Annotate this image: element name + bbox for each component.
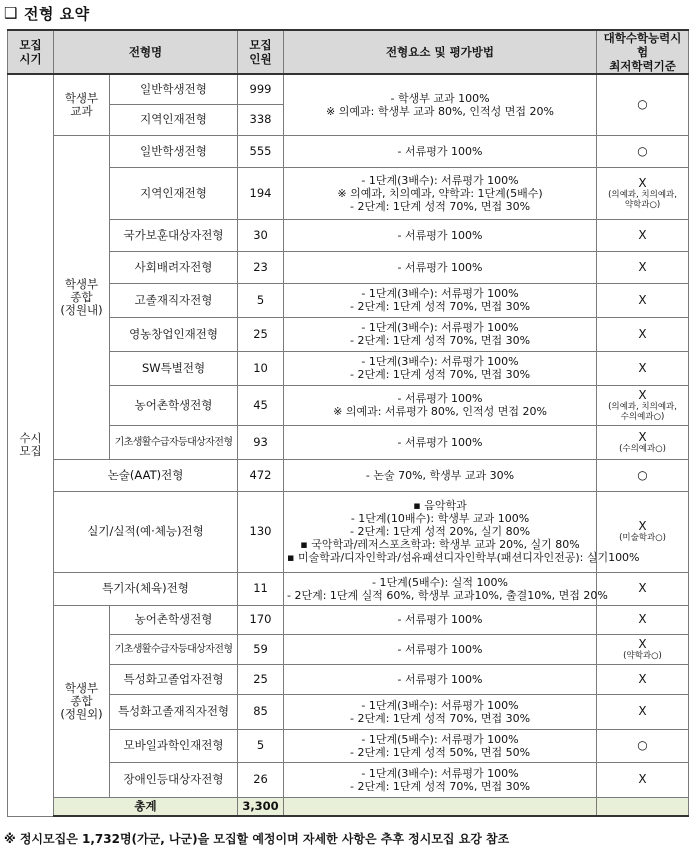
section-title-text: 전형 요약	[23, 4, 90, 23]
table-row	[8, 605, 689, 634]
x-mark: X	[638, 636, 647, 651]
track-quota: 45	[238, 385, 284, 425]
track-method	[284, 135, 597, 167]
method-line: - 2단계: 1단계 성적 70%, 면접 30%	[349, 779, 531, 793]
track-method	[284, 425, 597, 459]
method-line: - 2단계: 1단계 성적 70%, 면접 30%	[349, 711, 531, 725]
track-quota: 93	[238, 425, 284, 459]
x-mark: X	[638, 227, 647, 242]
method-line: - 1단계(3배수): 서류평가 100%	[361, 766, 519, 780]
track-name: 장애인등대상자전형	[110, 762, 238, 797]
method-line: ▪ 미술학과/디자인학과/섬유패션디자인학부(패션디자인전공): 실기100%	[287, 551, 640, 564]
track-name: 영농창업인재전형	[110, 317, 238, 351]
method-line: - 1단계(3배수): 서류평가 100%	[361, 698, 519, 712]
method-line: - 학생부 교과 100%	[390, 91, 490, 105]
circle-mark: ○	[637, 467, 648, 482]
track-method	[284, 762, 597, 797]
table-row	[8, 317, 689, 351]
header-minimum: 대학수학능력시험 최저학력기준	[597, 30, 689, 74]
method-line: - 2단계: 1단계 실적 60%, 학생부 교과10%, 출결10%, 면접 20%	[287, 588, 608, 602]
track-quota: 11	[238, 572, 284, 605]
track-minimum	[597, 634, 689, 664]
header-quota: 모집 인원	[238, 30, 284, 74]
header-method: 전형요소 및 평가방법	[284, 30, 597, 74]
table-row	[8, 491, 689, 572]
table-row	[8, 135, 689, 167]
admission-summary-table	[7, 29, 689, 817]
x-mark: X	[638, 429, 647, 444]
track-quota: 25	[238, 317, 284, 351]
track-name: 고졸재직자전형	[110, 283, 238, 317]
track-quota: 338	[238, 104, 284, 135]
track-method	[284, 219, 597, 251]
track-quota: 472	[238, 459, 284, 491]
table-row	[8, 219, 689, 251]
x-mark: X	[638, 704, 647, 718]
track-name: 농어촌학생전형	[110, 605, 238, 634]
group-cell-jonghap-in: 학생부 종합 (정원내)	[54, 135, 110, 459]
track-minimum	[597, 459, 689, 491]
track-minimum	[597, 605, 689, 634]
track-method	[284, 664, 597, 694]
track-minimum	[597, 317, 689, 351]
method-line: - 2단계: 1단계 성적 70%, 면접 30%	[349, 199, 531, 213]
track-name: SW특별전형	[110, 351, 238, 385]
track-method	[284, 729, 597, 762]
track-name: 지역인재전형	[110, 104, 238, 135]
method-line: ▪ 국악학과/레저스포츠학과: 학생부 교과 20%, 실기 80%	[300, 538, 580, 551]
track-minimum	[597, 251, 689, 283]
table-row	[8, 351, 689, 385]
table-row	[8, 251, 689, 283]
track-minimum	[597, 572, 689, 605]
track-minimum	[597, 385, 689, 425]
circle-mark: ○	[637, 143, 648, 158]
circle-mark: ○	[637, 738, 648, 752]
table-row	[8, 762, 689, 797]
table-row	[8, 167, 689, 219]
track-method	[284, 351, 597, 385]
track-name: 농어촌학생전형	[110, 385, 238, 425]
circle-mark: ○	[637, 97, 648, 112]
group-cell-gyogwa: 학생부 교과	[54, 74, 110, 135]
total-label: 총계	[54, 797, 238, 816]
track-method	[284, 167, 597, 219]
track-quota: 30	[238, 219, 284, 251]
track-quota: 26	[238, 762, 284, 797]
header-name: 전형명	[54, 30, 238, 74]
track-minimum	[597, 762, 689, 797]
track-method	[284, 605, 597, 634]
method-line: - 서류평가 100%	[397, 144, 483, 158]
track-name: 기초생활수급자등대상자전형	[110, 634, 238, 664]
checkbox-square-icon: ❑	[4, 4, 18, 22]
method-line: - 서류평가 100%	[397, 260, 483, 274]
track-quota: 23	[238, 251, 284, 283]
minimum-exception: (의예과, 치의예과, 약학과○)	[608, 189, 677, 210]
method-line: - 서류평가 100%	[397, 613, 483, 626]
track-method	[284, 491, 640, 572]
track-quota: 5	[238, 729, 284, 762]
method-line: - 1단계(5배수): 서류평가 100%	[361, 732, 519, 746]
header-period: 모집 시기	[8, 30, 54, 74]
minimum-exception: (의예과, 치의예과, 수의예과○)	[608, 401, 677, 422]
track-name: 특성화고졸재직자전형	[110, 694, 238, 729]
period-cell: 수시 모집	[8, 74, 54, 816]
total-minimum-empty	[597, 797, 689, 816]
track-quota: 194	[238, 167, 284, 219]
table-row	[8, 572, 689, 605]
track-name: 지역인재전형	[110, 167, 238, 219]
track-method	[284, 459, 597, 491]
track-minimum	[597, 425, 689, 459]
method-line: - 2단계: 1단계 성적 50%, 면접 50%	[349, 745, 531, 759]
table-row	[8, 385, 689, 425]
track-minimum	[597, 135, 689, 167]
table-row	[8, 425, 689, 459]
method-line: ※ 의예과: 서류평가 80%, 인적성 면접 20%	[333, 405, 547, 418]
track-minimum	[597, 694, 689, 729]
table-row	[8, 74, 689, 104]
method-line: - 서류평가 100%	[397, 435, 483, 449]
method-line: - 2단계: 1단계 성적 70%, 면접 30%	[349, 300, 531, 313]
method-line: - 논술 70%, 학생부 교과 30%	[365, 468, 515, 482]
method-line: - 서류평가 100%	[397, 642, 483, 656]
section-title	[4, 2, 90, 24]
track-minimum	[597, 729, 689, 762]
table-row	[8, 283, 689, 317]
track-quota: 5	[238, 283, 284, 317]
method-line: - 2단계: 1단계 성적 70%, 면접 30%	[349, 334, 531, 347]
track-name: 특기자(체육)전형	[54, 572, 238, 605]
track-minimum	[597, 351, 689, 385]
method-line: - 1단계(10배수): 학생부 교과 100%	[350, 512, 530, 525]
method-line: - 1단계(5배수): 실적 100%	[372, 575, 508, 589]
header-row	[8, 30, 689, 74]
method-line: - 서류평가 100%	[397, 672, 483, 686]
track-quota: 555	[238, 135, 284, 167]
track-minimum	[597, 664, 689, 694]
track-name: 실기/실적(예·체능)전형	[54, 491, 238, 572]
x-mark: X	[638, 259, 647, 274]
track-name: 국가보훈대상자전형	[110, 219, 238, 251]
total-method-empty	[284, 797, 597, 816]
x-mark: X	[638, 772, 647, 786]
track-method	[284, 74, 597, 135]
table-row	[8, 694, 689, 729]
group-cell-jonghap-out: 학생부 종합 (정원외)	[54, 605, 110, 797]
track-quota: 59	[238, 634, 284, 664]
track-name: 논술(AAT)전형	[54, 459, 238, 491]
x-mark: X	[638, 581, 647, 595]
method-line: - 서류평가 100%	[397, 392, 483, 405]
minimum-exception: (수의예과○)	[619, 443, 666, 454]
x-mark: X	[638, 175, 647, 190]
method-line: - 1단계(3배수): 서류평가 100%	[361, 355, 519, 368]
method-line: - 1단계(3배수): 서류평가 100%	[361, 173, 519, 187]
track-quota: 999	[238, 74, 284, 104]
track-method	[284, 572, 608, 605]
method-line: - 1단계(3배수): 서류평가 100%	[361, 287, 519, 300]
track-minimum	[597, 219, 689, 251]
track-name: 기초생활수급자등대상자전형	[110, 425, 238, 459]
track-method	[284, 317, 597, 351]
track-quota: 85	[238, 694, 284, 729]
track-method	[284, 694, 597, 729]
table-row	[8, 664, 689, 694]
track-minimum	[597, 74, 689, 135]
track-name: 일반학생전형	[110, 74, 238, 104]
total-quota: 3,300	[238, 797, 284, 816]
footnote: ※ 정시모집은 1,732명(가군, 나군)을 모집할 예정이며 자세한 사항은 추후 정시모집 요강 참조	[4, 832, 510, 846]
track-quota: 130	[238, 491, 284, 572]
track-name: 일반학생전형	[110, 135, 238, 167]
track-quota: 25	[238, 664, 284, 694]
x-mark: X	[638, 671, 647, 686]
x-mark: X	[638, 387, 647, 402]
method-line: ※ 의예과, 치의예과, 약학과: 1단계(5배수)	[337, 186, 543, 200]
table-row	[8, 634, 689, 664]
method-line: ※ 의예과: 학생부 교과 80%, 인적성 면접 20%	[326, 104, 554, 118]
track-name: 모바일과학인재전형	[110, 729, 238, 762]
track-method	[284, 251, 597, 283]
track-method	[284, 283, 597, 317]
method-line: ▪ 음악학과	[413, 499, 467, 512]
table-row	[8, 729, 689, 762]
track-method	[284, 385, 597, 425]
method-line: - 서류평가 100%	[397, 228, 483, 242]
track-name: 사회배려자전형	[110, 251, 238, 283]
x-mark: X	[638, 292, 647, 307]
total-row	[8, 797, 689, 816]
x-mark: X	[638, 360, 647, 375]
track-minimum	[597, 167, 689, 219]
minimum-exception: (약학과○)	[623, 650, 662, 661]
table-row	[8, 459, 689, 491]
method-line: - 2단계: 1단계 성적 70%, 면접 30%	[349, 368, 531, 381]
x-mark: X	[638, 519, 647, 533]
track-quota: 10	[238, 351, 284, 385]
track-quota: 170	[238, 605, 284, 634]
method-line: - 2단계: 1단계 성적 20%, 실기 80%	[349, 525, 531, 538]
x-mark: X	[638, 326, 647, 341]
track-minimum	[597, 283, 689, 317]
minimum-exception: (미술학과○)	[619, 533, 666, 543]
track-method	[284, 634, 597, 664]
method-line: - 1단계(3배수): 서류평가 100%	[361, 321, 519, 334]
track-name: 특성화고졸업자전형	[110, 664, 238, 694]
x-mark: X	[638, 612, 647, 626]
